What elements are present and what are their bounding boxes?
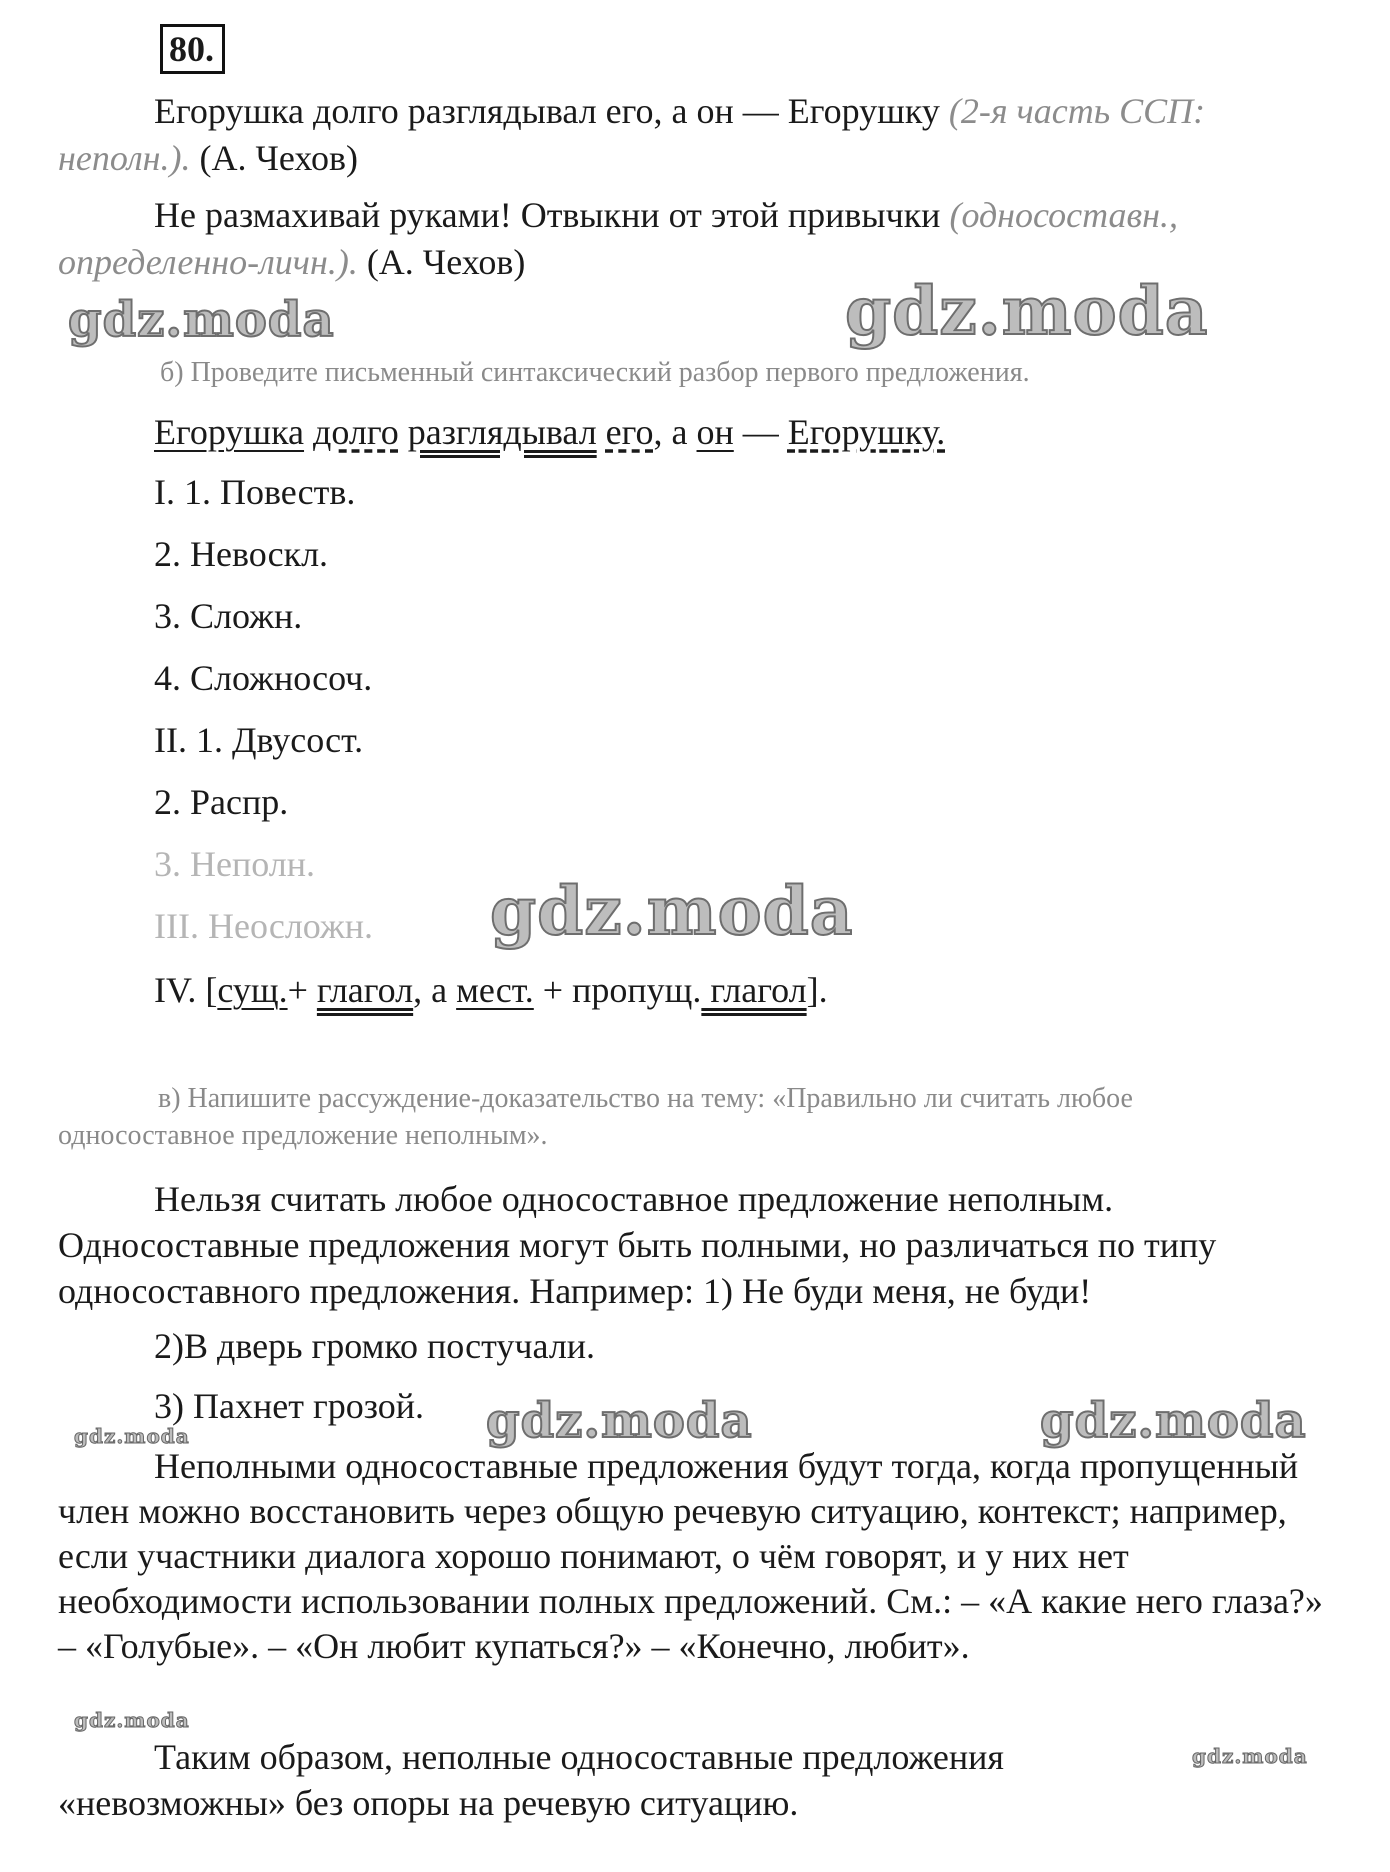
scheme-verb-2: глагол xyxy=(701,970,807,1010)
scheme-bracket-close: ]. xyxy=(806,970,828,1010)
analysis-item: I. 1. Повеств. xyxy=(154,472,356,512)
predicate-word: разглядывал xyxy=(407,412,597,452)
sentence-2-author: (А. Чехов) xyxy=(357,242,526,282)
answer-paragraph-1: Нельзя считать любое односоставное предложение неполным. Односоставные предложения могут быть полными, но различаться по типу односоставного предложения. Например: 1) Не буди меня, не буди! xyxy=(58,1179,1217,1311)
analysis-item: 3. Неполн. xyxy=(154,844,315,884)
scheme-plus: + xyxy=(287,970,317,1010)
exercise-number: 80. xyxy=(160,24,225,74)
separator: , а xyxy=(653,412,697,452)
object-word-2: Егорушку. xyxy=(787,412,946,452)
scheme-noun: сущ. xyxy=(217,970,288,1010)
adverbial-word: долго xyxy=(313,412,399,452)
sentence-1 xyxy=(58,88,1338,182)
scheme-omitted: + пропущ. xyxy=(533,970,702,1010)
task-b: б) Проведите письменный синтаксический разбор первого предложения. xyxy=(160,357,1030,388)
watermark: gdz.moda xyxy=(486,1393,753,1449)
analysis-item: II. 1. Двусост. xyxy=(154,720,364,760)
scheme-pronoun: мест. xyxy=(456,970,534,1010)
watermark: gdz.moda xyxy=(74,1424,190,1448)
analysis-item: 3. Сложн. xyxy=(154,596,303,636)
task-c: в) Напишите рассуждение-доказательство на тему: «Правильно ли считать любое односоставное предложение неполным». xyxy=(58,1083,1133,1151)
subject-word: Егорушка xyxy=(154,412,305,452)
scheme-verb: глагол xyxy=(316,970,414,1010)
answer-example-2: 2)В дверь громко постучали. xyxy=(154,1326,596,1366)
analysis-item: III. Неосложн. xyxy=(154,906,374,946)
answer-example-3: 3) Пахнет грозой. xyxy=(154,1386,424,1426)
watermark: gdz.moda xyxy=(1040,1393,1307,1449)
sentence-1-text: Егорушка долго разглядывал его, а он — Егорушку xyxy=(154,91,949,131)
sentence-2-text: Не размахивай руками! Отвыкни от этой привычки xyxy=(154,195,950,235)
analysis-item: 2. Невоскл. xyxy=(154,534,329,574)
analysis-item: 4. Сложносоч. xyxy=(154,658,373,698)
subject-word-2: он xyxy=(696,412,734,452)
separator: — xyxy=(733,412,788,452)
scheme-conj: , а xyxy=(413,970,457,1010)
answer-paragraph-2: Неполными односоставные предложения будут тогда, когда пропущенный член можно восстановить через общую речевую ситуацию, контекст; например, если участники диалога хорошо понимают, о чём говорят, и у них нет необходимости использовании полных предложений. См.: – «А какие него глаза?» – «Голубые». – «Он любит купаться?» – «Конечно, любит». xyxy=(58,1446,1323,1666)
sentence-2-note: (односоставн., определенно-личн.). xyxy=(58,195,1179,282)
analysis-item: 2. Распр. xyxy=(154,782,289,822)
sentence-1-author: (А. Чехов) xyxy=(190,138,359,178)
watermark: gdz.moda xyxy=(490,872,854,950)
scheme-bracket: IV. [ xyxy=(154,970,218,1010)
sentence-scheme xyxy=(154,968,828,1012)
answer-conclusion: Таким образом, неполные односоставные предложения «невозможны» без опоры на речевую ситуацию. xyxy=(58,1737,1004,1823)
watermark: gdz.moda xyxy=(1192,1744,1308,1768)
watermark: gdz.moda xyxy=(845,272,1209,350)
watermark: gdz.moda xyxy=(68,292,335,348)
parsed-sentence xyxy=(154,410,945,454)
object-word: его xyxy=(605,412,654,452)
watermark: gdz.moda xyxy=(74,1708,190,1732)
sentence-1-note: (2-я часть ССП: неполн.). xyxy=(58,91,1206,178)
